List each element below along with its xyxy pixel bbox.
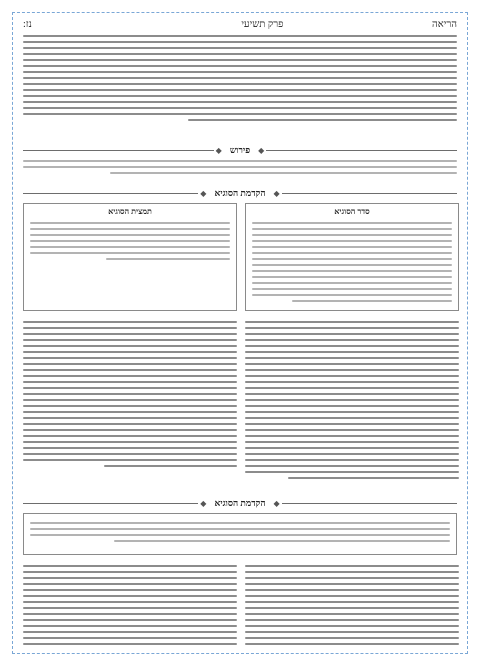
perush-text-block (23, 160, 457, 178)
sugya-order-title: סדר הסוגיא (334, 207, 370, 216)
perush-separator: ◆ פירוש ◆ (23, 146, 457, 154)
sugya-summary-box (23, 203, 237, 311)
page-header (23, 19, 457, 33)
left-column-text (23, 321, 237, 471)
sugya-summary-title: תמצית הסוגיא (108, 207, 152, 216)
intro-separator-2: ◆ הקדמת הסוגיא ◆ (23, 499, 457, 507)
main-text-block (23, 35, 457, 125)
perush-title: פירוש (229, 145, 251, 155)
header-right-text: הריאה (431, 19, 457, 30)
sugya-order-box (245, 203, 459, 311)
bottom-left-column-text (23, 565, 237, 649)
document-page (12, 12, 468, 654)
intro-title-1: הקדמת הסוגיא (214, 188, 266, 198)
bottom-right-column-text (245, 565, 459, 649)
header-chapter-text: פרק תשיעי (241, 19, 284, 30)
right-column-text (245, 321, 459, 483)
lower-sugya-box (23, 513, 457, 555)
intro-title-2: הקדמת הסוגיא (214, 498, 266, 508)
header-page-number: נז: (23, 19, 32, 30)
intro-separator-1: ◆ הקדמת הסוגיא ◆ (23, 189, 457, 197)
